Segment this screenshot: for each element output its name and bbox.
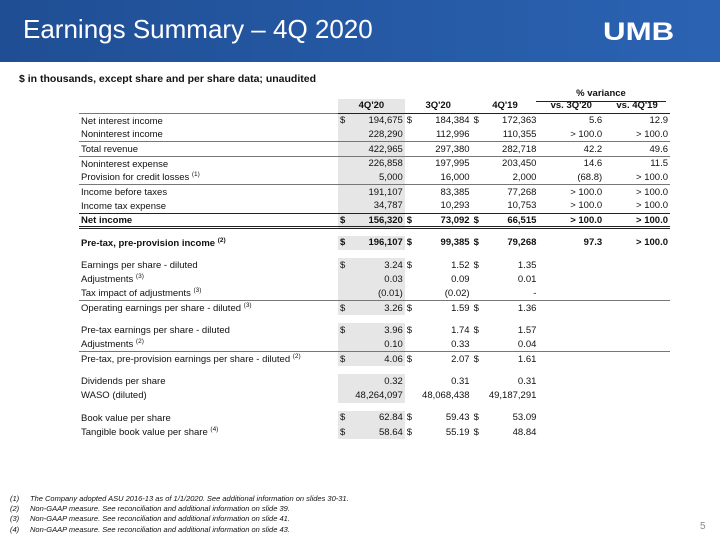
table-row xyxy=(79,374,670,388)
value-4q19: 172,363 xyxy=(484,113,538,127)
currency-symbol: $ xyxy=(473,324,479,336)
value-3q20: 0.33 xyxy=(451,338,470,350)
value-4q19: 0.31 xyxy=(517,375,537,387)
footnote-ref: (2) xyxy=(135,338,144,346)
variance-vs-4q19 xyxy=(604,352,670,366)
row-label-text: Income tax expense xyxy=(81,201,167,213)
currency-symbol: $ xyxy=(406,237,413,249)
currency-symbol xyxy=(338,272,350,286)
row-label-text: Net income xyxy=(81,215,133,227)
footnote-ref: (3) xyxy=(243,302,252,310)
variance-vs-4q19 xyxy=(604,301,670,315)
value-3q20: 2.07 xyxy=(417,352,471,366)
currency-symbol xyxy=(405,142,417,156)
footnote-ref: (1) xyxy=(191,171,200,179)
currency-symbol xyxy=(405,374,417,388)
variance-vs-4q19: > 100.0 xyxy=(604,213,670,227)
value-4q20: 156,320 xyxy=(350,213,404,227)
value-4q20: 0.10 xyxy=(350,337,404,351)
variance-vs-4q19: 12.9 xyxy=(604,113,670,127)
variance-vs-4q19: > 100.0 xyxy=(604,185,670,199)
row-label-text: Earnings per share - diluted xyxy=(81,260,198,272)
value-4q20: 5,000 xyxy=(350,170,404,184)
value-4q19: 48.84 xyxy=(512,426,537,438)
row-label xyxy=(79,170,338,184)
row-label-text: Noninterest expense xyxy=(81,158,169,170)
value-3q20: 83,385 xyxy=(417,185,471,199)
value-4q19: 79,268 xyxy=(507,237,537,249)
currency-symbol: $ xyxy=(406,426,413,438)
currency-symbol: $ xyxy=(338,113,350,127)
value-3q20: 16,000 xyxy=(440,171,470,183)
value-4q20: 4.06 xyxy=(350,352,404,366)
table-row xyxy=(79,425,670,439)
variance-vs-3q20 xyxy=(538,287,604,301)
variance-vs-3q20: > 100.0 xyxy=(570,128,603,140)
row-label xyxy=(79,272,338,286)
value-4q20: 196,107 xyxy=(350,236,404,250)
footnote: (3) Non-GAAP measure. See reconciliation and additional information on slide 41. xyxy=(10,514,290,524)
value-3q20: 55.19 xyxy=(445,426,470,438)
currency-symbol: $ xyxy=(473,259,479,271)
table-row xyxy=(79,388,670,402)
row-label xyxy=(79,156,338,170)
variance-vs-4q19 xyxy=(604,337,670,351)
value-4q20: 3.26 xyxy=(350,301,404,315)
value-3q20: 59.43 xyxy=(445,412,470,424)
col-header-vs-3q20: vs. 3Q'20 xyxy=(538,99,604,113)
variance-vs-3q20 xyxy=(538,388,604,402)
row-label xyxy=(79,199,338,213)
table-row xyxy=(79,411,670,425)
currency-symbol: $ xyxy=(406,324,413,336)
value-4q20: 422,965 xyxy=(350,142,404,156)
row-label-text: Income before taxes xyxy=(81,187,168,199)
value-3q20: 73,092 xyxy=(417,213,471,227)
earnings-table xyxy=(79,99,670,439)
currency-symbol xyxy=(472,170,484,184)
currency-symbol: $ xyxy=(338,258,350,272)
row-label xyxy=(79,301,338,315)
value-4q19: 282,718 xyxy=(484,142,538,156)
value-4q19: 1.35 xyxy=(517,259,537,271)
currency-symbol xyxy=(472,272,484,286)
variance-vs-4q19: 49.6 xyxy=(604,142,670,156)
currency-symbol: $ xyxy=(472,213,484,227)
variance-vs-4q19: 11.5 xyxy=(604,156,670,170)
variance-vs-3q20: 42.2 xyxy=(538,142,604,156)
variance-vs-4q19 xyxy=(604,411,670,425)
value-4q19: - xyxy=(533,287,537,299)
currency-symbol: $ xyxy=(338,352,350,366)
currency-symbol: $ xyxy=(338,236,350,250)
value-4q20: 48,264,097 xyxy=(350,388,404,402)
footnote: (4) Non-GAAP measure. See reconciliation and additional information on slide 43. xyxy=(10,524,290,534)
currency-symbol xyxy=(405,287,417,301)
variance-vs-3q20: (68.8) xyxy=(577,171,603,183)
row-label-text: Tangible book value per share xyxy=(81,427,208,439)
row-label xyxy=(79,236,338,250)
value-4q20: 3.24 xyxy=(350,258,404,272)
value-4q19: 77,268 xyxy=(484,185,538,199)
row-label-text: Tax impact of adjustments xyxy=(81,288,191,300)
row-label-text: Noninterest income xyxy=(81,129,163,141)
row-label-text: Net interest income xyxy=(81,115,163,127)
currency-symbol xyxy=(338,287,350,301)
currency-symbol xyxy=(338,337,350,351)
row-label-text: Adjustments xyxy=(81,274,134,286)
value-3q20: 0.09 xyxy=(451,273,470,285)
currency-symbol xyxy=(405,128,417,142)
value-3q20: 197,995 xyxy=(417,156,471,170)
variance-vs-3q20 xyxy=(538,337,604,351)
variance-vs-3q20 xyxy=(538,272,604,286)
variance-vs-4q19 xyxy=(604,258,670,272)
currency-symbol: $ xyxy=(472,301,484,315)
currency-symbol xyxy=(338,156,350,170)
currency-symbol xyxy=(338,374,350,388)
value-3q20: 0.31 xyxy=(451,375,470,387)
currency-symbol xyxy=(472,374,484,388)
value-3q20: (0.02) xyxy=(444,287,470,299)
value-3q20: 99,385 xyxy=(440,237,470,249)
page-title: Earnings Summary – 4Q 2020 xyxy=(23,14,373,44)
row-label-text: Operating earnings per share - diluted xyxy=(81,303,242,315)
table-row xyxy=(79,128,670,142)
currency-symbol: $ xyxy=(338,323,350,337)
footnote-ref: (2) xyxy=(217,236,226,244)
variance-vs-3q20: 97.3 xyxy=(583,237,603,249)
variance-vs-4q19: > 100.0 xyxy=(636,237,668,249)
row-label xyxy=(79,411,338,425)
row-label xyxy=(79,258,338,272)
currency-symbol xyxy=(338,142,350,156)
currency-symbol xyxy=(472,156,484,170)
row-label xyxy=(79,287,338,301)
currency-symbol: $ xyxy=(338,301,350,315)
variance-vs-4q19: > 100.0 xyxy=(636,200,668,212)
value-4q20: 191,107 xyxy=(350,185,404,199)
value-4q19: 1.36 xyxy=(484,301,538,315)
row-label-text: Adjustments xyxy=(81,339,134,351)
variance-vs-4q19 xyxy=(604,374,670,388)
row-label-text: Total revenue xyxy=(81,144,139,156)
footnote-ref: (2) xyxy=(292,353,301,361)
value-3q20: 184,384 xyxy=(417,113,471,127)
currency-symbol xyxy=(472,337,484,351)
currency-symbol xyxy=(472,199,484,213)
variance-header: % variance xyxy=(536,88,666,102)
currency-symbol xyxy=(405,170,417,184)
row-label xyxy=(79,128,338,142)
currency-symbol: $ xyxy=(473,426,479,438)
currency-symbol: $ xyxy=(338,213,350,227)
table-row xyxy=(79,113,670,127)
row-label xyxy=(79,352,338,366)
currency-symbol: $ xyxy=(338,425,350,439)
row-label xyxy=(79,213,338,227)
value-4q19: 66,515 xyxy=(484,213,538,227)
table-row xyxy=(79,258,670,272)
currency-symbol: $ xyxy=(472,113,484,127)
value-4q20: 226,858 xyxy=(350,156,404,170)
value-3q20: 10,293 xyxy=(440,200,470,212)
variance-vs-3q20 xyxy=(538,352,604,366)
table-row xyxy=(79,337,670,351)
value-4q20: (0.01) xyxy=(350,287,404,301)
row-label xyxy=(79,388,338,402)
col-header-3q20: 3Q'20 xyxy=(405,99,472,113)
value-4q20: 34,787 xyxy=(350,199,404,213)
value-4q20: 194,675 xyxy=(350,113,404,127)
value-4q19: 203,450 xyxy=(484,156,538,170)
row-label xyxy=(79,337,338,351)
currency-symbol: $ xyxy=(406,412,413,424)
value-4q19: 49,187,291 xyxy=(488,389,537,401)
table-row xyxy=(79,301,670,315)
variance-vs-3q20: > 100.0 xyxy=(538,185,604,199)
units-note: $ in thousands, except share and per share data; unaudited xyxy=(19,73,316,85)
currency-symbol: $ xyxy=(405,352,417,366)
currency-symbol xyxy=(338,388,350,402)
variance-vs-3q20: > 100.0 xyxy=(538,213,604,227)
footnotes xyxy=(10,494,349,535)
currency-symbol xyxy=(338,199,350,213)
table-row xyxy=(79,236,670,250)
row-label xyxy=(79,425,338,439)
table-row xyxy=(79,142,670,156)
col-header-4q20: 4Q'20 xyxy=(338,99,405,113)
row-label-text: Pre-tax, pre-provision earnings per share - diluted xyxy=(81,354,291,366)
currency-symbol: $ xyxy=(405,113,417,127)
table-row xyxy=(79,170,670,184)
table-row xyxy=(79,272,670,286)
row-label-text: Dividends per share xyxy=(81,376,166,388)
value-4q19: 1.61 xyxy=(484,352,538,366)
currency-symbol: $ xyxy=(405,301,417,315)
variance-vs-3q20: > 100.0 xyxy=(570,200,603,212)
currency-symbol xyxy=(405,337,417,351)
variance-vs-4q19 xyxy=(604,287,670,301)
currency-symbol xyxy=(472,388,484,402)
umb-logo: UMB xyxy=(603,18,675,46)
currency-symbol: $ xyxy=(406,259,413,271)
table-row xyxy=(79,323,670,337)
value-4q20: 62.84 xyxy=(350,411,404,425)
currency-symbol xyxy=(472,128,484,142)
row-label xyxy=(79,323,338,337)
variance-vs-3q20 xyxy=(538,258,604,272)
currency-symbol: $ xyxy=(473,412,479,424)
row-label-text: Book value per share xyxy=(81,412,171,424)
currency-symbol xyxy=(405,199,417,213)
variance-vs-3q20: 14.6 xyxy=(538,156,604,170)
value-4q20: 0.32 xyxy=(350,374,404,388)
value-4q19: 10,753 xyxy=(507,200,537,212)
footnote-ref: (3) xyxy=(135,273,144,281)
footnote: (1) The Company adopted ASU 2016-13 as of 1/1/2020. See additional information on slides 30-31. xyxy=(10,494,349,503)
value-4q19: 0.04 xyxy=(517,338,537,350)
table-row xyxy=(79,185,670,199)
variance-vs-3q20 xyxy=(538,323,604,337)
row-label xyxy=(79,185,338,199)
variance-vs-3q20 xyxy=(538,425,604,439)
value-4q20: 3.96 xyxy=(350,323,404,337)
value-3q20: 297,380 xyxy=(417,142,471,156)
currency-symbol xyxy=(405,388,417,402)
row-label-text: Pre-tax earnings per share - diluted xyxy=(81,325,230,337)
footnote: (2) Non-GAAP measure. See reconciliation and additional information on slide 39. xyxy=(10,504,290,514)
value-4q19: 2,000 xyxy=(512,171,537,183)
col-header-vs-4q19: vs. 4Q'19 xyxy=(604,99,670,113)
currency-symbol xyxy=(472,287,484,301)
currency-symbol xyxy=(405,185,417,199)
value-3q20: 112,996 xyxy=(435,128,470,140)
currency-symbol xyxy=(472,142,484,156)
footnote-ref: (3) xyxy=(193,287,202,295)
row-label-text: Pre-tax, pre-provision income xyxy=(81,237,216,249)
value-3q20: 1.52 xyxy=(451,259,470,271)
variance-vs-4q19 xyxy=(604,388,670,402)
currency-symbol: $ xyxy=(338,411,350,425)
currency-symbol xyxy=(405,156,417,170)
header-bar xyxy=(0,0,720,62)
table-row xyxy=(79,352,670,366)
currency-symbol: $ xyxy=(473,237,479,249)
table-row xyxy=(79,287,670,301)
variance-vs-3q20 xyxy=(538,301,604,315)
row-label xyxy=(79,113,338,127)
variance-vs-3q20 xyxy=(538,411,604,425)
value-4q19: 53.09 xyxy=(512,412,537,424)
value-3q20: 48,068,438 xyxy=(422,389,470,401)
variance-vs-4q19: > 100.0 xyxy=(636,128,668,140)
value-3q20: 1.74 xyxy=(451,324,470,336)
column-header-row xyxy=(79,99,670,113)
value-4q19: 110,355 xyxy=(502,128,537,140)
row-label xyxy=(79,142,338,156)
row-label-text: WASO (diluted) xyxy=(81,390,147,402)
value-4q19: 1.57 xyxy=(517,324,537,336)
value-4q20: 0.03 xyxy=(350,272,404,286)
table-row xyxy=(79,213,670,227)
col-header-4q19: 4Q'19 xyxy=(472,99,539,113)
currency-symbol xyxy=(338,185,350,199)
currency-symbol xyxy=(338,128,350,142)
currency-symbol: $ xyxy=(472,352,484,366)
variance-vs-3q20: 5.6 xyxy=(538,113,604,127)
currency-symbol xyxy=(338,170,350,184)
footnote-ref: (4) xyxy=(210,426,219,433)
currency-symbol: $ xyxy=(405,213,417,227)
value-4q20: 228,290 xyxy=(350,128,404,142)
currency-symbol xyxy=(405,272,417,286)
value-4q19: 0.01 xyxy=(517,273,537,285)
value-4q20: 58.64 xyxy=(350,425,404,439)
variance-vs-4q19 xyxy=(604,272,670,286)
row-label xyxy=(79,374,338,388)
row-label-text: Provision for credit losses xyxy=(81,172,190,184)
variance-vs-3q20 xyxy=(538,374,604,388)
variance-vs-4q19 xyxy=(604,323,670,337)
table-row xyxy=(79,199,670,213)
table-row xyxy=(79,156,670,170)
value-3q20: 1.59 xyxy=(417,301,471,315)
page-number: 5 xyxy=(700,521,706,532)
variance-vs-4q19 xyxy=(604,425,670,439)
variance-vs-4q19: > 100.0 xyxy=(636,171,668,183)
currency-symbol xyxy=(472,185,484,199)
